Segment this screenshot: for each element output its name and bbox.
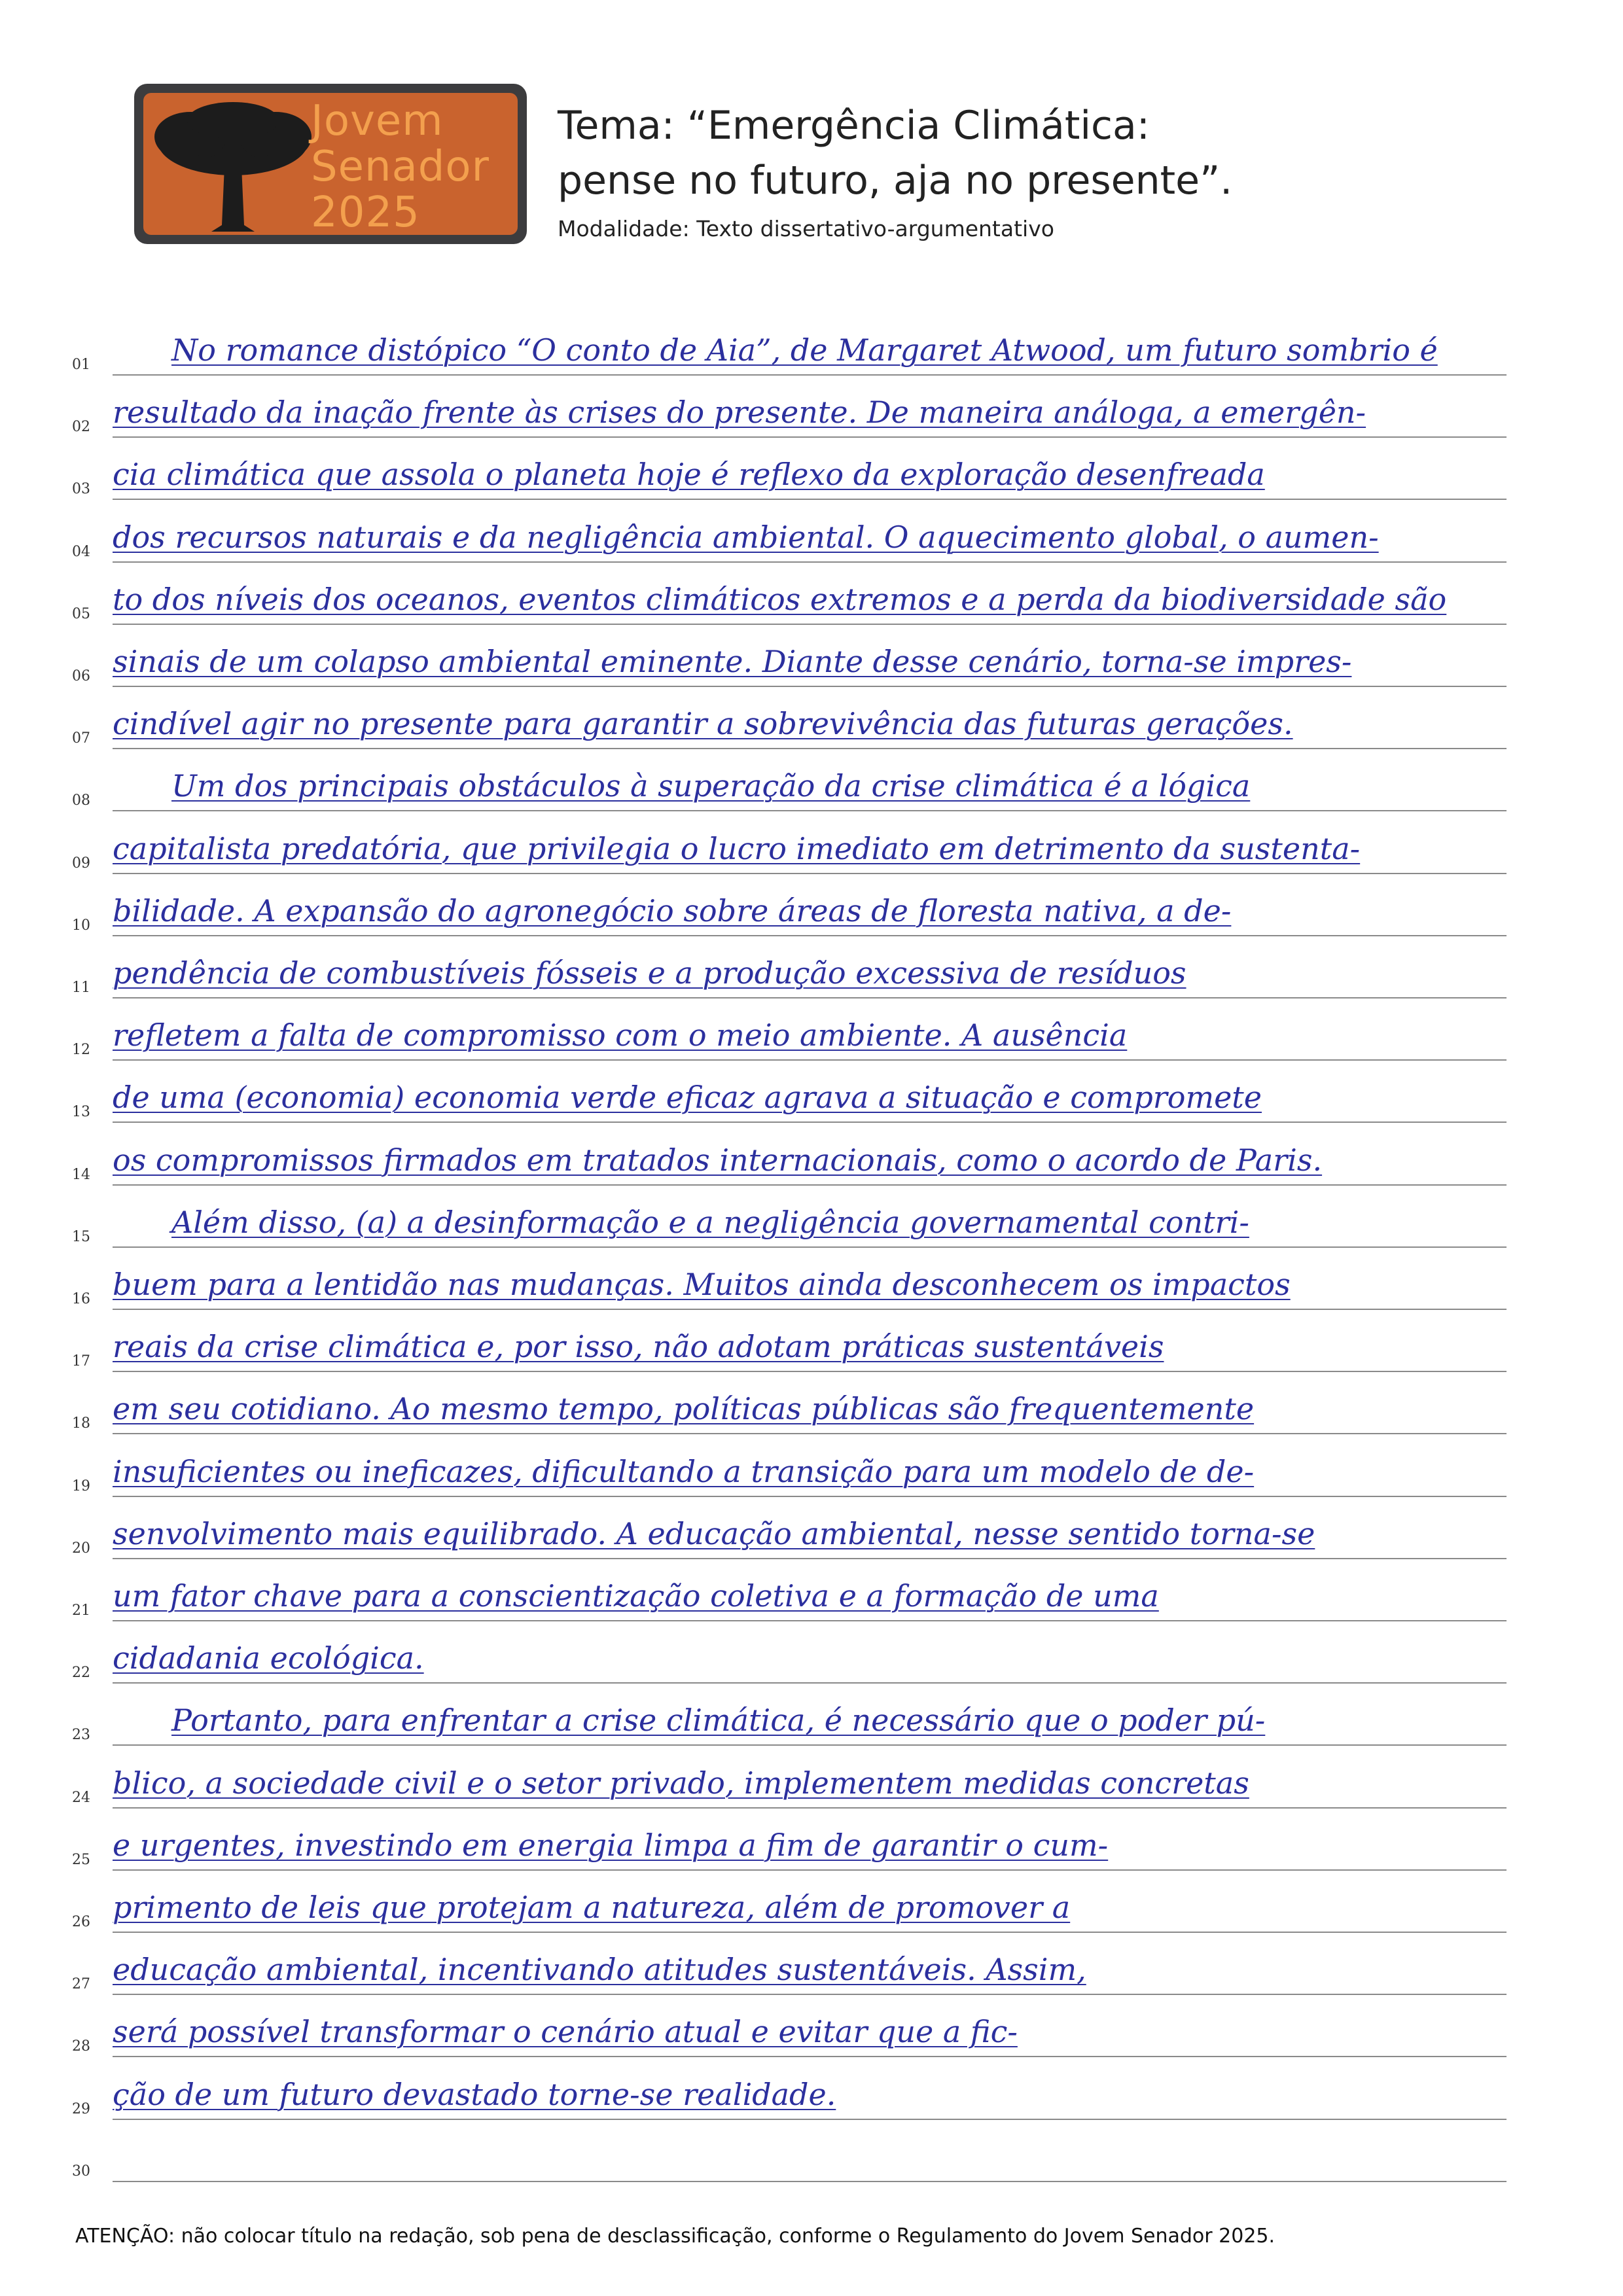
footer-warning: ATENÇÃO: não colocar título na redação, sob pena de desclassificação, conforme o Regulamento do Jovem Senador 2025. bbox=[75, 2225, 1275, 2248]
handwritten-text: buem para a lentidão nas mudanças. Muitos ainda desconhecem os impactos bbox=[113, 1267, 1291, 1302]
essay-line bbox=[0, 888, 1623, 950]
theme-title-line-1: Tema: “Emergência Climática: bbox=[558, 103, 1150, 149]
ruled-line bbox=[113, 1744, 1507, 1746]
line-number: 05 bbox=[72, 605, 90, 622]
ruled-line bbox=[113, 2181, 1507, 2182]
line-number: 16 bbox=[72, 1291, 90, 1307]
line-number: 12 bbox=[72, 1042, 90, 1059]
handwritten-text: cia climática que assola o planeta hoje é reflexo da exploração desenfreada bbox=[113, 457, 1265, 493]
line-number: 08 bbox=[72, 792, 90, 809]
handwritten-text: em seu cotidiano. Ao mesmo tempo, políticas públicas são frequentemente bbox=[113, 1391, 1255, 1427]
ruled-line bbox=[113, 686, 1507, 687]
jovem-senador-logo bbox=[134, 84, 527, 244]
handwritten-text: bilidade. A expansão do agronegócio sobre áreas de floresta nativa, a de- bbox=[113, 892, 1232, 928]
handwritten-text: será possível transformar o cenário atual e evitar que a fic- bbox=[113, 2014, 1018, 2050]
line-number: 20 bbox=[72, 1540, 90, 1557]
ruled-line bbox=[113, 1994, 1507, 1995]
handwritten-text: cidadania ecológica. bbox=[113, 1640, 424, 1676]
essay-line bbox=[0, 1511, 1623, 1573]
handwritten-text: dos recursos naturais e da negligência ambiental. O aquecimento global, o aumen- bbox=[113, 519, 1379, 555]
ruled-line bbox=[113, 1433, 1507, 1434]
line-number: 15 bbox=[72, 1228, 90, 1245]
line-number: 09 bbox=[72, 855, 90, 872]
essay-line bbox=[0, 1012, 1623, 1074]
line-number: 07 bbox=[72, 730, 90, 747]
ruled-line bbox=[113, 1496, 1507, 1497]
ruled-line bbox=[113, 374, 1507, 376]
line-number: 28 bbox=[72, 2038, 90, 2055]
line-number: 30 bbox=[72, 2163, 90, 2180]
handwritten-text: primento de leis que protejam a natureza, além de promover a bbox=[113, 1890, 1071, 1925]
line-number: 14 bbox=[72, 1166, 90, 1183]
ruled-line bbox=[113, 873, 1507, 874]
essay-line bbox=[0, 950, 1623, 1012]
essay-line bbox=[0, 701, 1623, 763]
line-number: 22 bbox=[72, 1665, 90, 1682]
line-number: 27 bbox=[72, 1976, 90, 1993]
ruled-line bbox=[113, 1184, 1507, 1186]
ruled-line bbox=[113, 1558, 1507, 1559]
logo-line-3: 2025 bbox=[311, 188, 420, 237]
ruled-line bbox=[113, 1059, 1507, 1061]
essay-line bbox=[0, 1635, 1623, 1697]
essay-line bbox=[0, 514, 1623, 576]
line-number: 24 bbox=[72, 1789, 90, 1806]
ruled-line bbox=[113, 1869, 1507, 1871]
theme-header bbox=[558, 98, 1408, 243]
logo-line-1: Jovem bbox=[311, 97, 444, 145]
handwritten-text: pendência de combustíveis fósseis e a produção excessiva de resíduos bbox=[113, 955, 1186, 991]
line-number: 29 bbox=[72, 2100, 90, 2117]
theme-title-line-2: pense no futuro, aja no presente”. bbox=[558, 158, 1233, 203]
ruled-line bbox=[113, 1309, 1507, 1310]
essay-line bbox=[0, 1884, 1623, 1947]
ruled-line bbox=[113, 1807, 1507, 1809]
ruled-line bbox=[113, 1620, 1507, 1621]
line-number: 13 bbox=[72, 1104, 90, 1121]
handwritten-text: Portanto, para enfrentar a crise climática, é necessário que o poder pú- bbox=[171, 1703, 1266, 1739]
essay-line bbox=[0, 1760, 1623, 1822]
handwritten-text: blico, a sociedade civil e o setor privado, implementem medidas concretas bbox=[113, 1765, 1249, 1801]
handwritten-text: os compromissos firmados em tratados internacionais, como o acordo de Paris. bbox=[113, 1142, 1323, 1178]
handwritten-text: ção de um futuro devastado torne-se realidade. bbox=[113, 2076, 836, 2112]
essay-line bbox=[0, 763, 1623, 825]
ruled-line bbox=[113, 997, 1507, 998]
handwritten-text: No romance distópico “O conto de Aia”, de Margaret Atwood, um futuro sombrio é bbox=[171, 332, 1438, 368]
line-number: 26 bbox=[72, 1914, 90, 1930]
essay-line bbox=[0, 1386, 1623, 1448]
ruled-line bbox=[113, 748, 1507, 749]
ruled-line bbox=[113, 1682, 1507, 1684]
handwritten-text: educação ambiental, incentivando atitudes sustentáveis. Assim, bbox=[113, 1952, 1086, 1988]
line-number: 19 bbox=[72, 1477, 90, 1494]
line-number: 25 bbox=[72, 1851, 90, 1868]
essay-line bbox=[0, 639, 1623, 701]
handwritten-text: reais da crise climática e, por isso, não adotam práticas sustentáveis bbox=[113, 1329, 1164, 1365]
line-number: 06 bbox=[72, 668, 90, 684]
tree-icon bbox=[151, 101, 315, 232]
essay-line bbox=[0, 576, 1623, 639]
handwritten-text: um fator chave para a conscientização coletiva e a formação de uma bbox=[113, 1578, 1159, 1614]
essay-line bbox=[0, 1324, 1623, 1386]
line-number: 03 bbox=[72, 481, 90, 498]
essay-line bbox=[0, 451, 1623, 514]
ruled-line bbox=[113, 1122, 1507, 1123]
ruled-line bbox=[113, 810, 1507, 811]
ruled-line bbox=[113, 935, 1507, 936]
logo-wordmark bbox=[311, 98, 520, 236]
essay-line bbox=[0, 1573, 1623, 1635]
ruled-line bbox=[113, 1932, 1507, 1933]
essay-line bbox=[0, 1262, 1623, 1324]
essay-line bbox=[0, 826, 1623, 888]
essay-line bbox=[0, 1137, 1623, 1199]
line-number: 02 bbox=[72, 419, 90, 436]
line-number: 01 bbox=[72, 357, 90, 373]
ruled-line bbox=[113, 561, 1507, 563]
essay-line bbox=[0, 327, 1623, 389]
handwritten-text: capitalista predatória, que privilegia o lucro imediato em detrimento da sustenta- bbox=[113, 830, 1361, 866]
ruled-line bbox=[113, 2056, 1507, 2057]
line-number: 11 bbox=[72, 980, 90, 996]
handwritten-text: senvolvimento mais equilibrado. A educação ambiental, nesse sentido torna-se bbox=[113, 1515, 1315, 1551]
essay-line bbox=[0, 2072, 1623, 2134]
modality-label: Modalidade: Texto dissertativo-argumentativo bbox=[558, 216, 1054, 241]
handwritten-text: e urgentes, investindo em energia limpa a fim de garantir o cum- bbox=[113, 1827, 1109, 1863]
handwritten-text: Além disso, (a) a desinformação e a negligência governamental contri- bbox=[171, 1204, 1249, 1240]
handwritten-text: refletem a falta de compromisso com o meio ambiente. A ausência bbox=[113, 1017, 1128, 1053]
handwritten-text: sinais de um colapso ambiental eminente. Diante desse cenário, torna-se impres- bbox=[113, 644, 1352, 679]
ruled-line bbox=[113, 499, 1507, 500]
line-number: 10 bbox=[72, 917, 90, 934]
line-number: 04 bbox=[72, 543, 90, 560]
ruled-line bbox=[113, 2119, 1507, 2120]
essay-line bbox=[0, 2009, 1623, 2071]
ruled-line bbox=[113, 436, 1507, 438]
line-number: 18 bbox=[72, 1415, 90, 1432]
handwritten-text: cindível agir no presente para garantir a sobrevivência das futuras gerações. bbox=[113, 706, 1293, 742]
essay-line bbox=[0, 1822, 1623, 1884]
essay-line bbox=[0, 1449, 1623, 1511]
line-number: 23 bbox=[72, 1727, 90, 1744]
essay-line bbox=[0, 389, 1623, 451]
handwritten-text: insuficientes ou ineficazes, dificultando a transição para um modelo de de- bbox=[113, 1453, 1255, 1489]
essay-line bbox=[0, 1074, 1623, 1137]
essay-line bbox=[0, 1199, 1623, 1262]
logo-line-2: Senador bbox=[311, 143, 490, 191]
ruled-line bbox=[113, 624, 1507, 625]
handwritten-text: Um dos principais obstáculos à superação da crise climática é a lógica bbox=[171, 768, 1251, 804]
ruled-line bbox=[113, 1371, 1507, 1372]
essay-line bbox=[0, 1697, 1623, 1759]
handwritten-text: to dos níveis dos oceanos, eventos climáticos extremos e a perda da biodiversidade são bbox=[113, 581, 1447, 617]
ruled-line bbox=[113, 1246, 1507, 1248]
essay-sheet bbox=[0, 327, 1623, 2199]
handwritten-text: de uma (economia) economia verde eficaz agrava a situação e compromete bbox=[113, 1080, 1262, 1116]
line-number: 17 bbox=[72, 1353, 90, 1370]
essay-line bbox=[0, 1947, 1623, 2009]
line-number: 21 bbox=[72, 1602, 90, 1619]
handwritten-text: resultado da inação frente às crises do presente. De maneira análoga, a emergên- bbox=[113, 395, 1366, 431]
essay-line bbox=[0, 2134, 1623, 2196]
